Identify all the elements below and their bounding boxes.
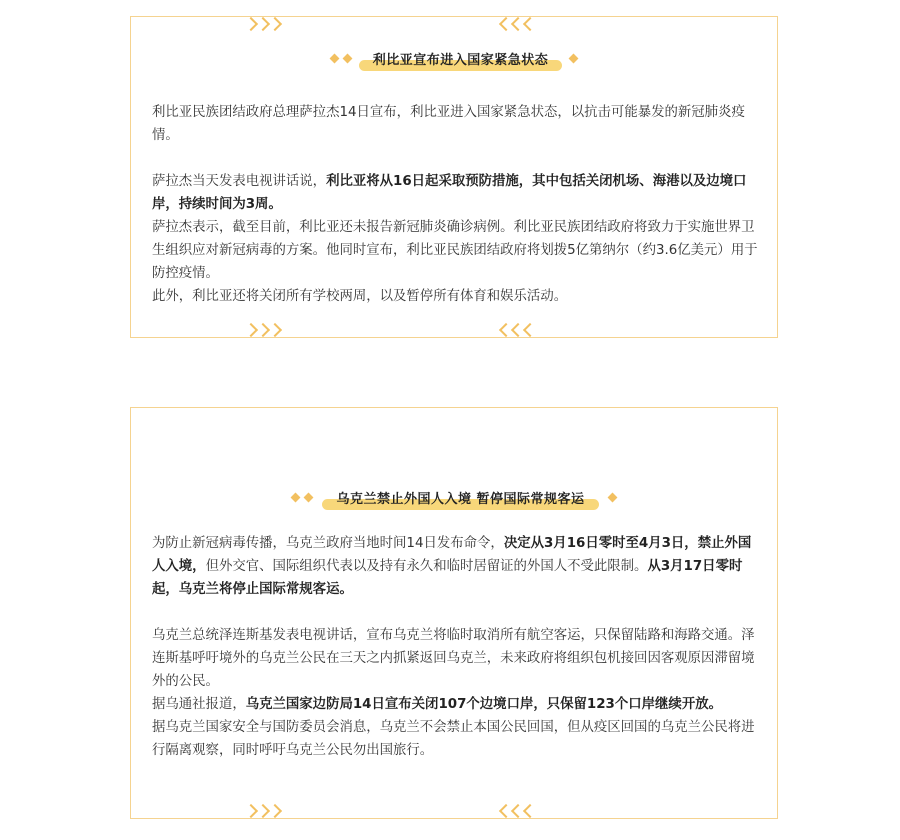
section-title-row <box>131 49 777 68</box>
news-card-libya <box>130 16 778 338</box>
article-body <box>152 101 758 308</box>
paragraph: 萨拉杰当天发表电视讲话说，利比亚将从16日起采取预防措施，其中包括关闭机场、海港以及边境口岸，持续时间为3周。 <box>152 174 747 212</box>
article-body <box>152 532 758 762</box>
emphasis-text: 从3月17日零时起，乌克兰将停止国际常规客运。 <box>152 559 743 597</box>
section-title: 乌克兰禁止外国人入境 暂停国际常规客运 <box>336 492 585 507</box>
news-card-ukraine <box>130 407 778 819</box>
chevron-decoration-icon <box>501 804 535 818</box>
diamond-decoration-icon <box>331 55 351 62</box>
section-title: 利比亚宣布进入国家紧急状态 <box>372 53 549 68</box>
paragraph: 萨拉杰表示，截至目前，利比亚还未报告新冠肺炎确诊病例。利比亚民族团结政府将致力于实施世界卫生组织应对新冠病毒的方案。他同时宣布，利比亚民族团结政府将划拨5亿第纳尔（约3.6亿美元）用于防控疫情。 <box>152 220 758 281</box>
paragraph: 据乌克兰国家安全与国防委员会消息，乌克兰不会禁止本国公民回国，但从疫区回国的乌克兰公民将进行隔离观察，同时呼吁乌克兰公民勿出国旅行。 <box>152 720 755 758</box>
paragraph: 此外，利比亚还将关闭所有学校两周，以及暂停所有体育和娱乐活动。 <box>152 289 568 304</box>
chevron-decoration-icon <box>501 323 535 337</box>
emphasis-text: 决定从3月16日零时至4月3日，禁止外国人入境， <box>152 536 752 574</box>
diamond-decoration-icon <box>609 494 616 501</box>
chevron-decoration-icon <box>246 17 280 31</box>
paragraph: 利比亚民族团结政府总理萨拉杰14日宣布，利比亚进入国家紧急状态，以抗击可能暴发的新冠肺炎疫情。 <box>152 105 745 143</box>
emphasis-text: 乌克兰国家边防局14日宣布关闭107个边境口岸，只保留123个口岸继续开放。 <box>245 697 722 712</box>
paragraph: 为防止新冠病毒传播，乌克兰政府当地时间14日发布命令，决定从3月16日零时至4月3日，禁止外国人入境，但外交官、国际组织代表以及持有永久和临时居留证的外国人不受此限制。从3月17日零时起，乌克兰将停止国际常规客运。 <box>152 536 752 597</box>
paragraph: 乌克兰总统泽连斯基发表电视讲话，宣布乌克兰将临时取消所有航空客运，只保留陆路和海路交通。泽连斯基呼吁境外的乌克兰公民在三天之内抓紧返回乌克兰，未来政府将组织包机接回因客观原因滞留境外的公民。 <box>152 628 755 689</box>
diamond-decoration-icon <box>292 494 312 501</box>
chevron-decoration-icon <box>246 804 280 818</box>
emphasis-text: 利比亚将从16日起采取预防措施，其中包括关闭机场、海港以及边境口岸，持续时间为3周。 <box>152 174 747 212</box>
chevron-decoration-icon <box>501 17 535 31</box>
diamond-decoration-icon <box>570 55 577 62</box>
paragraph: 据乌通社报道，乌克兰国家边防局14日宣布关闭107个边境口岸，只保留123个口岸继续开放。 <box>152 697 722 712</box>
chevron-decoration-icon <box>246 323 280 337</box>
section-title-row <box>131 488 777 507</box>
